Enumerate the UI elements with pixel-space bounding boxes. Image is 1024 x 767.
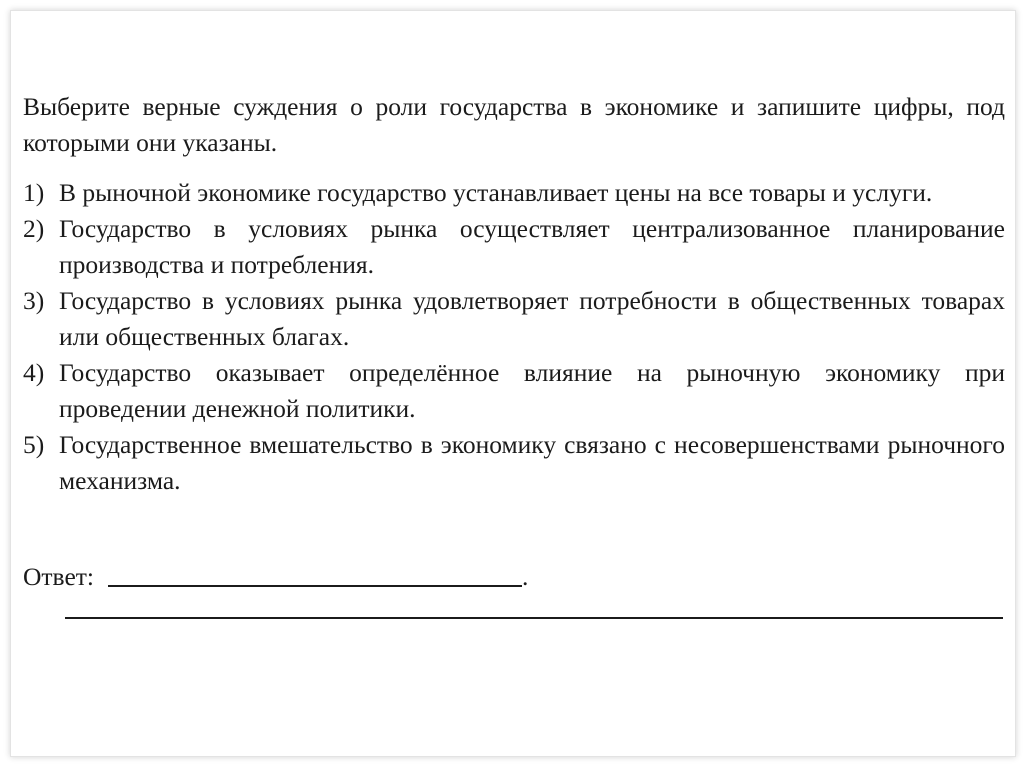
task-block	[23, 89, 1005, 499]
answer-row	[23, 559, 528, 595]
option-number: 4)	[23, 358, 45, 387]
options-list	[23, 175, 1005, 499]
option-4	[23, 355, 1005, 427]
answer-label: Ответ:	[23, 562, 94, 591]
option-text: Государство в условиях рынка осуществляет централизованное планирование производства и потребления.	[59, 214, 1005, 279]
answer-period: .	[522, 562, 529, 591]
answer-blank[interactable]	[108, 585, 522, 587]
option-number: 1)	[23, 178, 45, 207]
option-text: В рыночной экономике государство устанавливает цены на все товары и услуги.	[59, 178, 933, 207]
option-text: Государственное вмешательство в экономику связано с несовершенствами рыночного механизма.	[59, 430, 1005, 495]
option-1	[23, 175, 1005, 211]
option-text: Государство оказывает определённое влияние на рыночную экономику при проведении денежной политики.	[59, 358, 1005, 423]
option-number: 5)	[23, 430, 45, 459]
option-text: Государство в условиях рынка удовлетворяет потребности в общественных товарах или общественных благах.	[59, 286, 1005, 351]
option-3	[23, 283, 1005, 355]
question-text: Выберите верные суждения о роли государства в экономике и запишите цифры, под которыми они указаны.	[23, 92, 1005, 157]
option-number: 2)	[23, 214, 45, 243]
option-5	[23, 427, 1005, 499]
separator-line	[65, 617, 1003, 619]
document-page	[10, 10, 1016, 757]
option-number: 3)	[23, 286, 45, 315]
option-2	[23, 211, 1005, 283]
